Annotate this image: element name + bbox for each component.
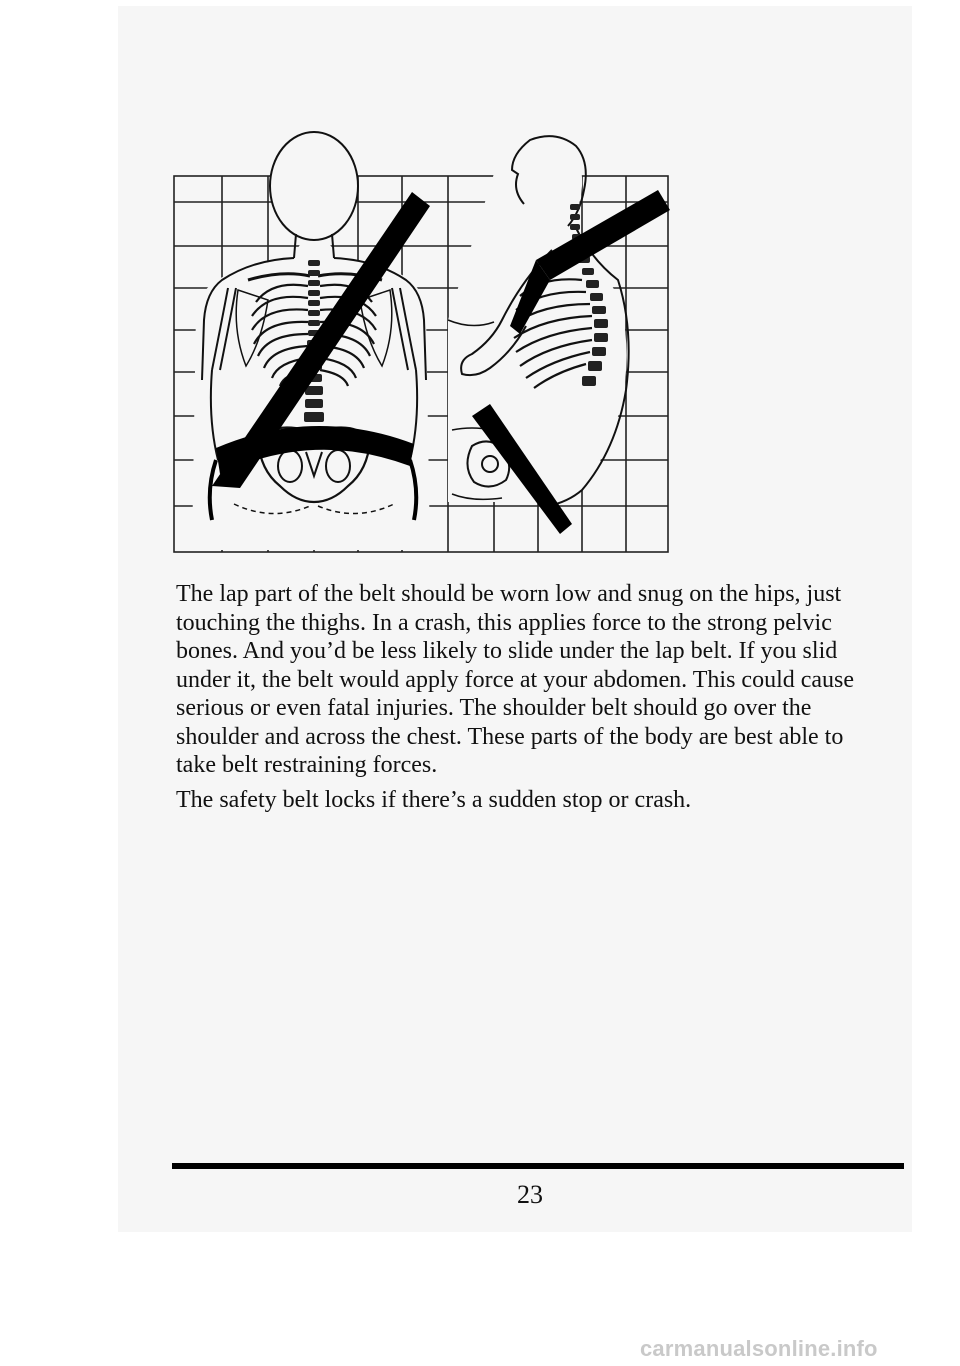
watermark: carmanualsonline.info (640, 1336, 878, 1361)
body-text (176, 580, 876, 820)
page-number: 23 (517, 1180, 543, 1209)
safety-belt-illustration (172, 130, 670, 554)
side-figure (448, 136, 670, 534)
footer-rule (172, 1163, 904, 1169)
belt-locks-paragraph: The safety belt locks if there’s a sudden stop or crash. (176, 786, 692, 813)
lap-belt-paragraph: The lap part of the belt should be worn low and snug on the hips, just touching the thighs. In a crash, this applies force to the strong pelvic bones. And you’d be less likely to slide under the lap belt. If you slid under it, the belt would apply force at your abdomen. This could cause serious or even fatal injuries. The shoulder belt should go over the shoulder and across the chest. These parts of the body are best able to take belt restraining forces. (176, 581, 855, 778)
front-figure (192, 132, 430, 550)
